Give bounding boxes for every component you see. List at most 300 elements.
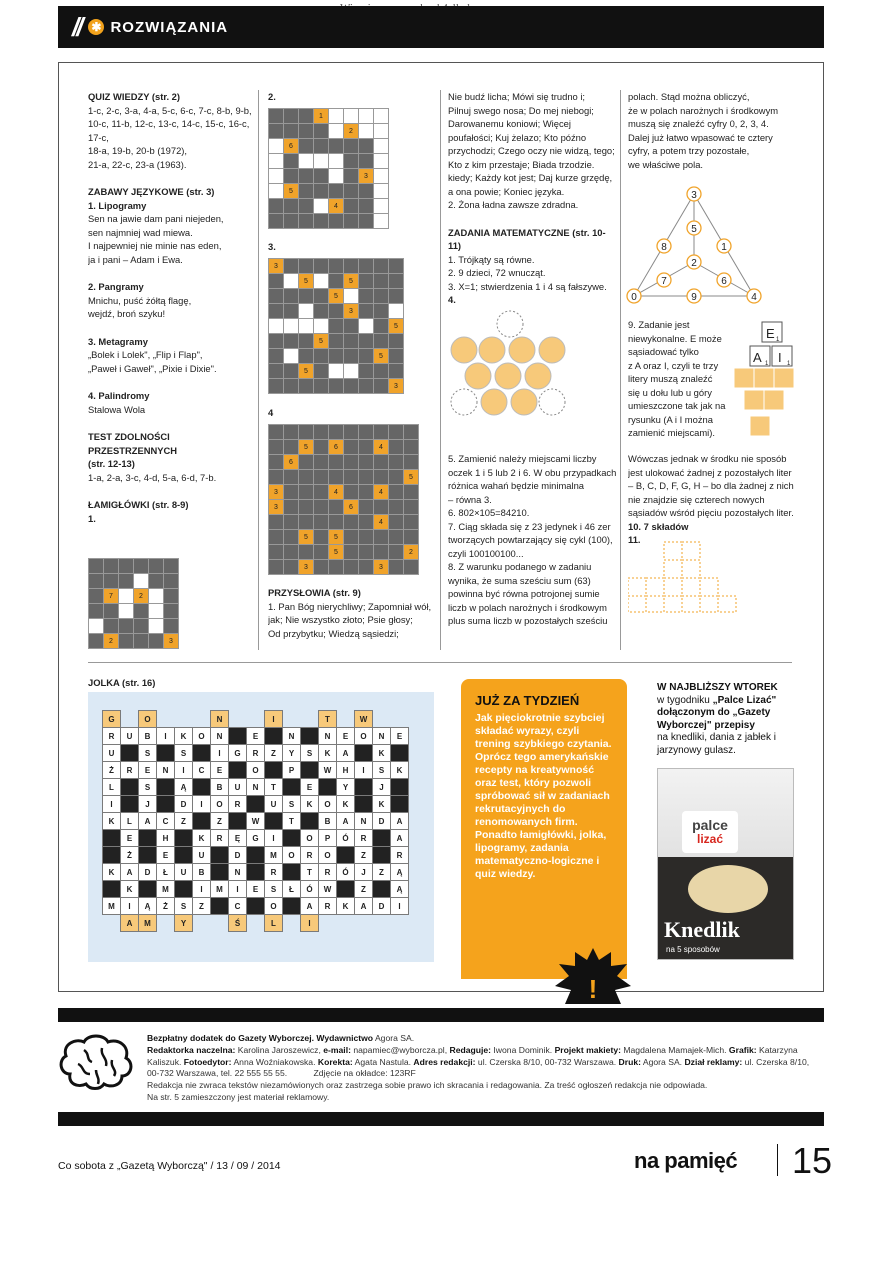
quiz-line: 18-a, 19-b, 20-b (1972),: [88, 145, 188, 156]
cover-title: Knedlik: [664, 917, 740, 942]
jolka-row: [103, 711, 409, 728]
jolka-cell: U: [265, 796, 283, 813]
metagram-line: „Paweł i Gaweł", „Pixie i Dixie".: [88, 362, 217, 374]
jolka-cell: [193, 745, 211, 762]
credits-value: Anna Woźniakowska.: [233, 1056, 316, 1067]
credits-label: e-mail:: [323, 1044, 351, 1055]
jolka-cell: R: [319, 864, 337, 881]
jolka-cell: L: [103, 779, 121, 796]
jolka-cell: [157, 779, 175, 796]
circles-diagram: [448, 306, 598, 424]
jolka-cell: [247, 711, 265, 728]
jolka-row: [103, 813, 409, 830]
jolka-cell: Ż: [157, 898, 175, 915]
jolka-cell: I: [193, 796, 211, 813]
triangle-number: 9: [691, 292, 697, 303]
jolka-cell: B: [319, 813, 337, 830]
jolka-cell: [319, 779, 337, 796]
lipogram-line: I najpewniej nie minie nas eden,: [88, 240, 222, 251]
credits-label: Dział reklamy:: [684, 1056, 743, 1067]
task-line: powinna być równa potrojonej sumie: [448, 588, 600, 599]
task-line: 11.: [628, 534, 641, 545]
credits-value: napamiec@wyborcza.pl,: [353, 1044, 448, 1055]
jolka-cell: I: [193, 881, 211, 898]
footer-bar: [58, 1112, 824, 1126]
jolka-cell: U: [193, 847, 211, 864]
jolka-cell: [157, 796, 175, 813]
przyslowia-title: PRZYSŁOWIA (str. 9): [268, 587, 361, 598]
credits-label: Grafik:: [728, 1044, 757, 1055]
jolka-cell: Z: [193, 898, 211, 915]
jolka-cell: N: [319, 728, 337, 745]
jolka-cell: D: [139, 864, 157, 881]
jolka-row: [103, 728, 409, 745]
jolka-cell: S: [301, 745, 319, 762]
task-line: muszą się znaleźć cyfry 0, 2, 3, 4.: [628, 118, 769, 129]
jolka-cell: R: [121, 762, 139, 779]
lipogramy-title: 1. Lipogramy: [88, 199, 147, 211]
jolka-cell: [373, 847, 391, 864]
jolka-row: [103, 796, 409, 813]
jolka-cell: Z: [175, 813, 193, 830]
triangle-number: 7: [661, 276, 667, 287]
triangle-number: 6: [721, 276, 727, 287]
jolka-cell: [301, 813, 319, 830]
jolka-cell: Ó: [337, 830, 355, 847]
przyslowia-line: 1. Pan Bóg nierychliwy; Zapomniał wół,: [268, 600, 432, 612]
jolka-cell: O: [193, 728, 211, 745]
task-line: 6. 802×105=84210.: [448, 507, 530, 518]
test-title: PRZESTRZENNYCH: [88, 444, 178, 456]
jolka-cell: S: [139, 779, 157, 796]
task-line: sąsiadować tylko: [628, 346, 699, 357]
jolka-cell: [373, 711, 391, 728]
burst-mark: !: [588, 974, 598, 1004]
jolka-cell: Ś: [229, 915, 247, 932]
jolka-cell: A: [121, 915, 139, 932]
jolka-cell: K: [373, 796, 391, 813]
credits-value: Agora SA.: [642, 1056, 683, 1067]
credits-label: Druk:: [618, 1056, 641, 1067]
jolka-cell: M: [139, 915, 157, 932]
jolka-cell: Y: [175, 915, 193, 932]
jolka-cell: [247, 864, 265, 881]
jolka-cell: N: [355, 813, 373, 830]
task-line: zamienić miejscami).: [628, 427, 715, 438]
jolka-cell: I: [355, 762, 373, 779]
jolka-cell: K: [193, 830, 211, 847]
tile-subscript: 1: [787, 361, 791, 367]
jolka-cell: [139, 830, 157, 847]
brain-icon: [56, 1030, 136, 1098]
jolka-cell: [355, 779, 373, 796]
task-line: z A oraz I, czyli te trzy: [628, 359, 719, 371]
cover-logo: [682, 811, 738, 853]
tile-letter: I: [778, 350, 782, 365]
jolka-cell: [211, 898, 229, 915]
credits-value: Katarzyna Kaliszuk.: [147, 1044, 798, 1067]
weekly-magazine: „Palce Lizać": [712, 694, 777, 706]
jolka-cell: [373, 881, 391, 898]
jolka-cell: K: [301, 796, 319, 813]
jolka-cell: I: [103, 796, 121, 813]
puzzle-number: 2.: [268, 91, 276, 102]
jolka-cell: [193, 779, 211, 796]
section-header: [58, 6, 824, 48]
task-line: nie znajdzie się czterech nowych: [628, 493, 765, 505]
quiz-title: QUIZ WIEDZY (str. 2): [88, 91, 181, 102]
task-line: się u dołu lub u góry: [628, 386, 712, 398]
palindrom-line: Stalowa Wola: [88, 403, 146, 415]
jolka-cell: O: [283, 847, 301, 864]
jolka-cell: B: [211, 779, 229, 796]
przyslowia-line: Pilnuj swego nosa; Do mej niebogi;: [448, 104, 594, 116]
jolka-cell: Ę: [229, 830, 247, 847]
weekly-title: W NAJBLIŻSZY WTOREK: [657, 682, 778, 693]
jolka-row: [103, 847, 409, 864]
jolka-cell: K: [103, 864, 121, 881]
section-divider: [88, 662, 792, 663]
jolka-cell: S: [283, 796, 301, 813]
test-title: TEST ZDOLNOŚCI: [88, 431, 170, 442]
jolka-cell: [283, 779, 301, 796]
task-line: plus suma liczb w pozostałych sześciu: [448, 615, 608, 626]
section-title: ROZWIĄZANIA: [110, 18, 229, 36]
column-4-top: [628, 90, 798, 180]
zadania-title: ZADANIA MATEMATYCZNE (str. 10-11): [448, 226, 606, 251]
puzzle-number: 1.: [88, 512, 96, 524]
lipogram-line: ja i pani – Adam i Ewa.: [88, 253, 183, 265]
exclamation-burst-icon: [553, 946, 633, 1006]
jolka-cell: K: [337, 898, 355, 915]
puzzle-number: 3.: [268, 241, 276, 252]
zadania-line: 4.: [448, 294, 456, 305]
lipogram-line: sen najmniej wad miewa.: [88, 226, 193, 238]
column-divider: [258, 90, 259, 650]
jolka-cell: R: [265, 864, 283, 881]
jolka-cell: W: [355, 711, 373, 728]
task-line: polach. Stąd można obliczyć,: [628, 91, 750, 102]
jolka-cell: S: [175, 898, 193, 915]
jolka-cell: [247, 915, 265, 932]
jolka-cell: S: [175, 745, 193, 762]
jolka-cell: [355, 796, 373, 813]
jolka-cell: [193, 813, 211, 830]
credits-value: Karolina Jaroszewicz,: [237, 1044, 321, 1055]
zabawy-title: ZABAWY JĘZYKOWE (str. 3): [88, 186, 215, 197]
cover-subtitle: na 5 sposobów: [666, 945, 720, 954]
task-line: rysunku (A i I można: [628, 413, 713, 425]
jolka-cell: J: [139, 796, 157, 813]
jolka-cell: I: [265, 830, 283, 847]
cover-brand: lizać: [696, 832, 723, 846]
task-line: cyfry, a potem trzy pozostałe,: [628, 145, 750, 156]
jolka-cell: N: [373, 728, 391, 745]
jolka-cell: [229, 762, 247, 779]
jolka-cell: [265, 728, 283, 745]
tile-letter: A: [753, 350, 762, 365]
jolka-cell: [103, 830, 121, 847]
credits-label: Redaktorka naczelna:: [147, 1044, 236, 1055]
credits-note: Redakcja nie zwraca tekstów niezamówionych oraz zastrzega sobie prawo ich skracania i redagowania. Za treść ogłoszeń redakcja nie odpowiada.: [147, 1080, 708, 1091]
jolka-cell: N: [247, 779, 265, 796]
jolka-cell: T: [283, 813, 301, 830]
test-line: 1-a, 2-a, 3-c, 4-d, 5-a, 6-d, 7-b.: [88, 471, 217, 483]
jolka-cell: [283, 830, 301, 847]
jolka-cell: D: [373, 813, 391, 830]
jolka-puzzle: [88, 692, 434, 962]
jolka-cell: I: [301, 915, 319, 932]
jolka-cell: U: [175, 864, 193, 881]
task-line: Wówczas jednak w środku nie sposób: [628, 453, 787, 464]
test-title: (str. 12-13): [88, 458, 135, 469]
jolka-cell: [283, 915, 301, 932]
jolka-cell: Ż: [103, 762, 121, 779]
jolka-cell: [283, 711, 301, 728]
jolka-cell: R: [391, 847, 409, 864]
credits-value: Zdjęcie na okładce: 123RF: [313, 1068, 416, 1079]
jolka-cell: D: [229, 847, 247, 864]
jolka-cell: W: [319, 762, 337, 779]
task-line: 7. Ciąg składa się z 23 jedynek i 46 zer: [448, 520, 611, 532]
task-line: wynika, że suma sześciu sum (63): [448, 574, 591, 586]
jolka-cell: [229, 711, 247, 728]
jolka-cell: [355, 915, 373, 932]
task-line: tworzących powtarzający się cykl (100),: [448, 534, 613, 545]
jolka-cell: C: [157, 813, 175, 830]
task-line: niewykonalne. E może: [628, 332, 722, 344]
zadania-line: 2. 9 dzieci, 72 wnucząt.: [448, 267, 546, 278]
jolka-cell: B: [193, 864, 211, 881]
jolka-cell: [247, 847, 265, 864]
jolka-cell: I: [211, 745, 229, 762]
jolka-cell: K: [337, 796, 355, 813]
jolka-title: JOLKA (str. 16): [88, 677, 156, 688]
jolka-cell: [301, 728, 319, 745]
jolka-cell: L: [265, 915, 283, 932]
jolka-cell: N: [157, 762, 175, 779]
zadania-line: 3. X=1; stwierdzenia 1 i 4 są fałszywe.: [448, 280, 607, 292]
task-9: [628, 318, 738, 444]
lamiglowki-title: ŁAMIGŁÓWKI (str. 8-9): [88, 499, 189, 510]
jolka-cell: A: [121, 864, 139, 881]
footer-left: Co sobota z „Gazetą Wyborczą" / 13 / 09 / 2014: [58, 1160, 281, 1172]
jolka-cell: E: [247, 881, 265, 898]
jolka-cell: Ł: [157, 864, 175, 881]
jolka-cell: [175, 847, 193, 864]
jolka-heading: [88, 676, 288, 692]
jolka-cell: [157, 915, 175, 932]
jolka-cell: U: [103, 745, 121, 762]
jolka-cell: [283, 898, 301, 915]
jolka-cell: [103, 915, 121, 932]
triangle-number: 2: [691, 258, 697, 269]
tasks-5-8: [448, 452, 618, 652]
jolka-cell: H: [157, 830, 175, 847]
footer-brand: na pamięć: [634, 1148, 738, 1173]
jolka-row: [103, 881, 409, 898]
quiz-line: 1-c, 2-c, 3-a, 4-a, 5-c, 6-c, 7-c, 8-b, 9-b,: [88, 104, 252, 116]
credits-value: Magdalena Mamajek-Mich.: [623, 1044, 727, 1055]
jolka-cell: E: [301, 779, 319, 796]
lipogram-line: Sen na jawie dam pani niejeden,: [88, 213, 224, 224]
jolka-cell: [283, 864, 301, 881]
jolka-row: [103, 915, 409, 932]
jolka-cell: E: [337, 728, 355, 745]
jolka-cell: Y: [337, 779, 355, 796]
jolka-cell: T: [301, 864, 319, 881]
palindromy-title: 4. Palindromy: [88, 390, 150, 401]
jolka-cell: [391, 796, 409, 813]
jolka-cell: [229, 728, 247, 745]
triangle-number: 1: [721, 242, 727, 253]
jolka-cell: Z: [355, 881, 373, 898]
metagramy-title: 3. Metagramy: [88, 335, 148, 347]
jolka-cell: Ą: [139, 898, 157, 915]
triangle-number: 0: [631, 292, 637, 303]
cover-dumplings: [688, 865, 768, 913]
przyslowia-line: kiedy; Każdy kot jest; Daj kurze grzędę,: [448, 172, 613, 183]
jolka-cell: [391, 745, 409, 762]
weekly-text: na knedliki, dania z jabłek i jarzynowy gulasz.: [657, 732, 776, 756]
jolka-cell: [229, 813, 247, 830]
jolka-cell: W: [247, 813, 265, 830]
jolka-cell: [121, 779, 139, 796]
tile-letter: E: [766, 326, 775, 341]
puzzle-grid-1: 7 2 2 3: [88, 558, 179, 649]
task-line: 10. 7 składów: [628, 520, 689, 532]
jolka-cell: [139, 847, 157, 864]
jolka-cell: R: [319, 898, 337, 915]
jolka-cell: C: [193, 762, 211, 779]
metagram-line: „Bolek i Lolek", „Flip i Flap",: [88, 349, 203, 360]
jolka-grid: [102, 710, 409, 932]
jolka-cell: A: [301, 898, 319, 915]
jolka-cell: Y: [283, 745, 301, 762]
jolka-cell: Ó: [301, 881, 319, 898]
credits-value: Iwona Dominik.: [493, 1044, 553, 1055]
jolka-cell: M: [157, 881, 175, 898]
przyslowia-line: a ona powie; Koniec języka.: [448, 185, 565, 197]
jolka-cell: T: [265, 779, 283, 796]
jolka-cell: N: [211, 711, 229, 728]
promo-title: JUŻ ZA TYDZIEŃ: [475, 693, 580, 708]
jolka-cell: O: [355, 728, 373, 745]
jolka-cell: [301, 762, 319, 779]
jolka-cell: G: [103, 711, 121, 728]
tiles-diagram: [732, 320, 798, 442]
zadania-line: 1. Trójkąty są równe.: [448, 253, 535, 265]
jolka-cell: Z: [211, 813, 229, 830]
credits-text: Bezpłatny dodatek do Gazety Wyborczej. Wydawnictwo: [147, 1033, 374, 1043]
task-line: 8. Z warunku podanego w zadaniu: [448, 561, 592, 572]
jolka-cell: M: [103, 898, 121, 915]
credits-value: ul. Czerska 8/10, 00-732 Warszawa, tel. 22 555 55 55.: [147, 1056, 810, 1079]
jolka-row: [103, 762, 409, 779]
task-line: różnica wahań będzie minimalna: [448, 480, 585, 491]
jolka-cell: D: [373, 898, 391, 915]
jolka-cell: [319, 915, 337, 932]
tile-subscript: 1: [765, 361, 769, 367]
przyslowia-block: [268, 586, 440, 656]
task-line: 9. Zadanie jest: [628, 319, 690, 330]
jolka-cell: K: [175, 728, 193, 745]
jolka-cell: [121, 711, 139, 728]
jolka-cell: R: [355, 830, 373, 847]
triangle-number: 4: [751, 292, 757, 303]
credits-text: Agora SA.: [374, 1033, 415, 1043]
jolka-cell: [301, 711, 319, 728]
jolka-cell: R: [103, 728, 121, 745]
jolka-cell: G: [247, 830, 265, 847]
jolka-cell: P: [283, 762, 301, 779]
jolka-cell: A: [355, 898, 373, 915]
quiz-line: 21-a, 22-c, 23-a (1963).: [88, 158, 187, 170]
cover-brand: palce: [692, 817, 728, 833]
task-line: we właściwe pola.: [628, 158, 704, 170]
jolka-cell: [175, 881, 193, 898]
footer-bar: [58, 1008, 824, 1022]
credits: [147, 1033, 822, 1104]
jolka-cell: U: [121, 728, 139, 745]
jolka-cell: N: [211, 728, 229, 745]
task-line: umieszczone tak jak na: [628, 400, 726, 411]
puzzle-grid-3: 3 5 5 5 3 5 5 5 5 3: [268, 258, 404, 394]
jolka-cell: D: [175, 796, 193, 813]
credits-value: ul. Czerska 8/10, 00-732 Warszawa.: [477, 1056, 617, 1067]
next-week-promo: [461, 679, 627, 979]
credits-label: Projekt makiety:: [554, 1044, 621, 1055]
jolka-cell: [373, 830, 391, 847]
jolka-cell: P: [319, 830, 337, 847]
jolka-cell: W: [319, 881, 337, 898]
jolka-cell: U: [229, 779, 247, 796]
przyslowia-line: 2. Żona ładna zawsze zdradna.: [448, 199, 579, 210]
jolka-cell: [121, 745, 139, 762]
jolka-cell: [373, 915, 391, 932]
slash-icon: //: [72, 11, 81, 42]
jolka-cell: N: [283, 728, 301, 745]
jolka-row: [103, 745, 409, 762]
jolka-cell: R: [229, 796, 247, 813]
jolka-cell: [211, 847, 229, 864]
jolka-cell: Ó: [337, 864, 355, 881]
jolka-cell: S: [373, 762, 391, 779]
footer-divider: [777, 1144, 778, 1176]
credits-note: Na str. 5 zamieszczony jest materiał reklamowy.: [147, 1091, 330, 1102]
credits-value: Agata Nastula.: [354, 1056, 412, 1067]
jolka-cell: [391, 711, 409, 728]
jolka-cell: [211, 864, 229, 881]
jolka-cell: O: [247, 762, 265, 779]
jolka-row: [103, 779, 409, 796]
task-line: – B, C, D, F, G, H – bo dla żadnej z nich: [628, 480, 794, 491]
task-line: oczek 1 i 5 lub 2 i 6. W obu przypadkach: [448, 466, 617, 478]
jolka-cell: [247, 796, 265, 813]
jolka-row: [103, 830, 409, 847]
jolka-cell: M: [265, 847, 283, 864]
jolka-cell: E: [139, 762, 157, 779]
jolka-cell: A: [337, 745, 355, 762]
credits-label: Redaguje:: [449, 1044, 492, 1055]
jolka-cell: I: [175, 762, 193, 779]
jolka-cell: Ą: [391, 881, 409, 898]
przyslowia-line: Od przybytku; Wiedzą sąsiedzi;: [268, 627, 399, 639]
jolka-cell: O: [319, 796, 337, 813]
jolka-cell: [337, 847, 355, 864]
weekly-text: w tygodniku: [657, 694, 713, 706]
jolka-cell: Z: [265, 745, 283, 762]
